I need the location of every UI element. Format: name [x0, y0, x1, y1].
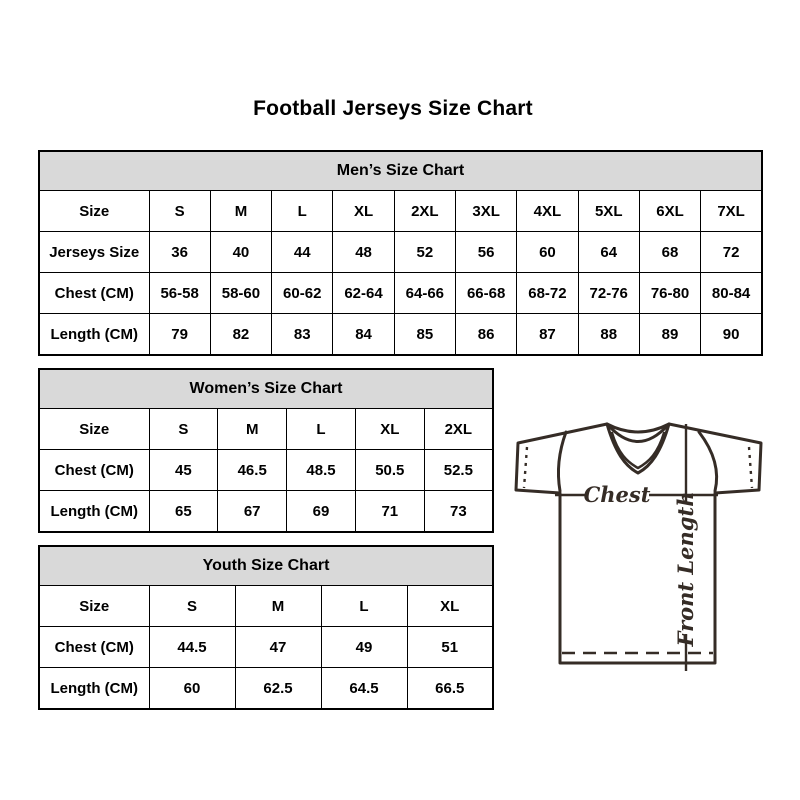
- value-cell: 66-68: [455, 273, 516, 314]
- table-title: Men’s Size Chart: [39, 151, 762, 191]
- row-header-cell: Size: [39, 191, 149, 232]
- collar-back-arc: [607, 424, 669, 432]
- value-cell: 40: [210, 232, 271, 273]
- value-cell: 62-64: [333, 273, 394, 314]
- table-row: [39, 491, 493, 533]
- value-cell: XL: [355, 409, 424, 450]
- table-row: [39, 586, 493, 627]
- row-header-cell: Length (CM): [39, 491, 149, 533]
- value-cell: 68-72: [517, 273, 578, 314]
- value-cell: 71: [355, 491, 424, 533]
- value-cell: 69: [287, 491, 356, 533]
- chest-label: Chest: [583, 482, 651, 507]
- value-cell: 65: [149, 491, 218, 533]
- value-cell: 47: [235, 627, 321, 668]
- mens-size-table: [38, 150, 763, 356]
- table-row: [39, 409, 493, 450]
- value-cell: S: [149, 191, 210, 232]
- value-cell: 48: [333, 232, 394, 273]
- table-row: [39, 191, 762, 232]
- value-cell: 83: [272, 314, 333, 356]
- page-title: Football Jerseys Size Chart: [253, 97, 533, 120]
- table-row: [39, 273, 762, 314]
- value-cell: 2XL: [394, 191, 455, 232]
- value-cell: 84: [333, 314, 394, 356]
- value-cell: 80-84: [701, 273, 762, 314]
- value-cell: 56: [455, 232, 516, 273]
- value-cell: M: [210, 191, 271, 232]
- jersey-outline: [516, 424, 761, 663]
- value-cell: 2XL: [424, 409, 493, 450]
- value-cell: 51: [407, 627, 493, 668]
- value-cell: L: [287, 409, 356, 450]
- value-cell: 60-62: [272, 273, 333, 314]
- value-cell: 82: [210, 314, 271, 356]
- value-cell: 58-60: [210, 273, 271, 314]
- value-cell: M: [235, 586, 321, 627]
- table-title: Youth Size Chart: [39, 546, 493, 586]
- table-row: [39, 627, 493, 668]
- value-cell: 4XL: [517, 191, 578, 232]
- v-neck-inner: [612, 433, 664, 468]
- value-cell: 62.5: [235, 668, 321, 710]
- value-cell: 56-58: [149, 273, 210, 314]
- value-cell: 5XL: [578, 191, 639, 232]
- value-cell: 44.5: [149, 627, 235, 668]
- value-cell: 66.5: [407, 668, 493, 710]
- value-cell: 85: [394, 314, 455, 356]
- value-cell: 67: [218, 491, 287, 533]
- value-cell: 72-76: [578, 273, 639, 314]
- value-cell: 64.5: [321, 668, 407, 710]
- row-header-cell: Chest (CM): [39, 273, 149, 314]
- table-title: Women’s Size Chart: [39, 369, 493, 409]
- value-cell: 87: [517, 314, 578, 356]
- value-cell: 36: [149, 232, 210, 273]
- value-cell: 73: [424, 491, 493, 533]
- value-cell: S: [149, 586, 235, 627]
- table-row: [39, 668, 493, 710]
- value-cell: 50.5: [355, 450, 424, 491]
- row-header-cell: Chest (CM): [39, 627, 149, 668]
- armhole-seam-left: [558, 432, 566, 491]
- value-cell: L: [321, 586, 407, 627]
- value-cell: 48.5: [287, 450, 356, 491]
- value-cell: 60: [517, 232, 578, 273]
- value-cell: 3XL: [455, 191, 516, 232]
- row-header-cell: Length (CM): [39, 668, 149, 710]
- value-cell: XL: [407, 586, 493, 627]
- value-cell: 46.5: [218, 450, 287, 491]
- value-cell: 64: [578, 232, 639, 273]
- value-cell: 90: [701, 314, 762, 356]
- jersey-measurement-diagram: [500, 400, 780, 700]
- value-cell: 76-80: [639, 273, 700, 314]
- value-cell: 64-66: [394, 273, 455, 314]
- value-cell: 7XL: [701, 191, 762, 232]
- value-cell: 89: [639, 314, 700, 356]
- youth-size-table: [38, 545, 494, 710]
- value-cell: 88: [578, 314, 639, 356]
- row-header-cell: Chest (CM): [39, 450, 149, 491]
- value-cell: 72: [701, 232, 762, 273]
- table-title-row: [39, 369, 493, 409]
- value-cell: 45: [149, 450, 218, 491]
- row-header-cell: Size: [39, 409, 149, 450]
- value-cell: S: [149, 409, 218, 450]
- value-cell: 79: [149, 314, 210, 356]
- value-cell: 44: [272, 232, 333, 273]
- sleeve-stitch-right: [749, 447, 752, 488]
- armhole-seam-right: [699, 432, 717, 491]
- table-title-row: [39, 151, 762, 191]
- value-cell: XL: [333, 191, 394, 232]
- table-row: [39, 314, 762, 356]
- table-row: [39, 450, 493, 491]
- sleeve-stitch-left: [524, 447, 527, 488]
- value-cell: 52: [394, 232, 455, 273]
- value-cell: 68: [639, 232, 700, 273]
- table-row: [39, 232, 762, 273]
- value-cell: 49: [321, 627, 407, 668]
- row-header-cell: Jerseys Size: [39, 232, 149, 273]
- value-cell: L: [272, 191, 333, 232]
- table-title-row: [39, 546, 493, 586]
- value-cell: 86: [455, 314, 516, 356]
- row-header-cell: Size: [39, 586, 149, 627]
- womens-size-table: [38, 368, 494, 533]
- value-cell: 60: [149, 668, 235, 710]
- value-cell: M: [218, 409, 287, 450]
- front-length-label: Front Length: [673, 491, 698, 647]
- row-header-cell: Length (CM): [39, 314, 149, 356]
- value-cell: 6XL: [639, 191, 700, 232]
- value-cell: 52.5: [424, 450, 493, 491]
